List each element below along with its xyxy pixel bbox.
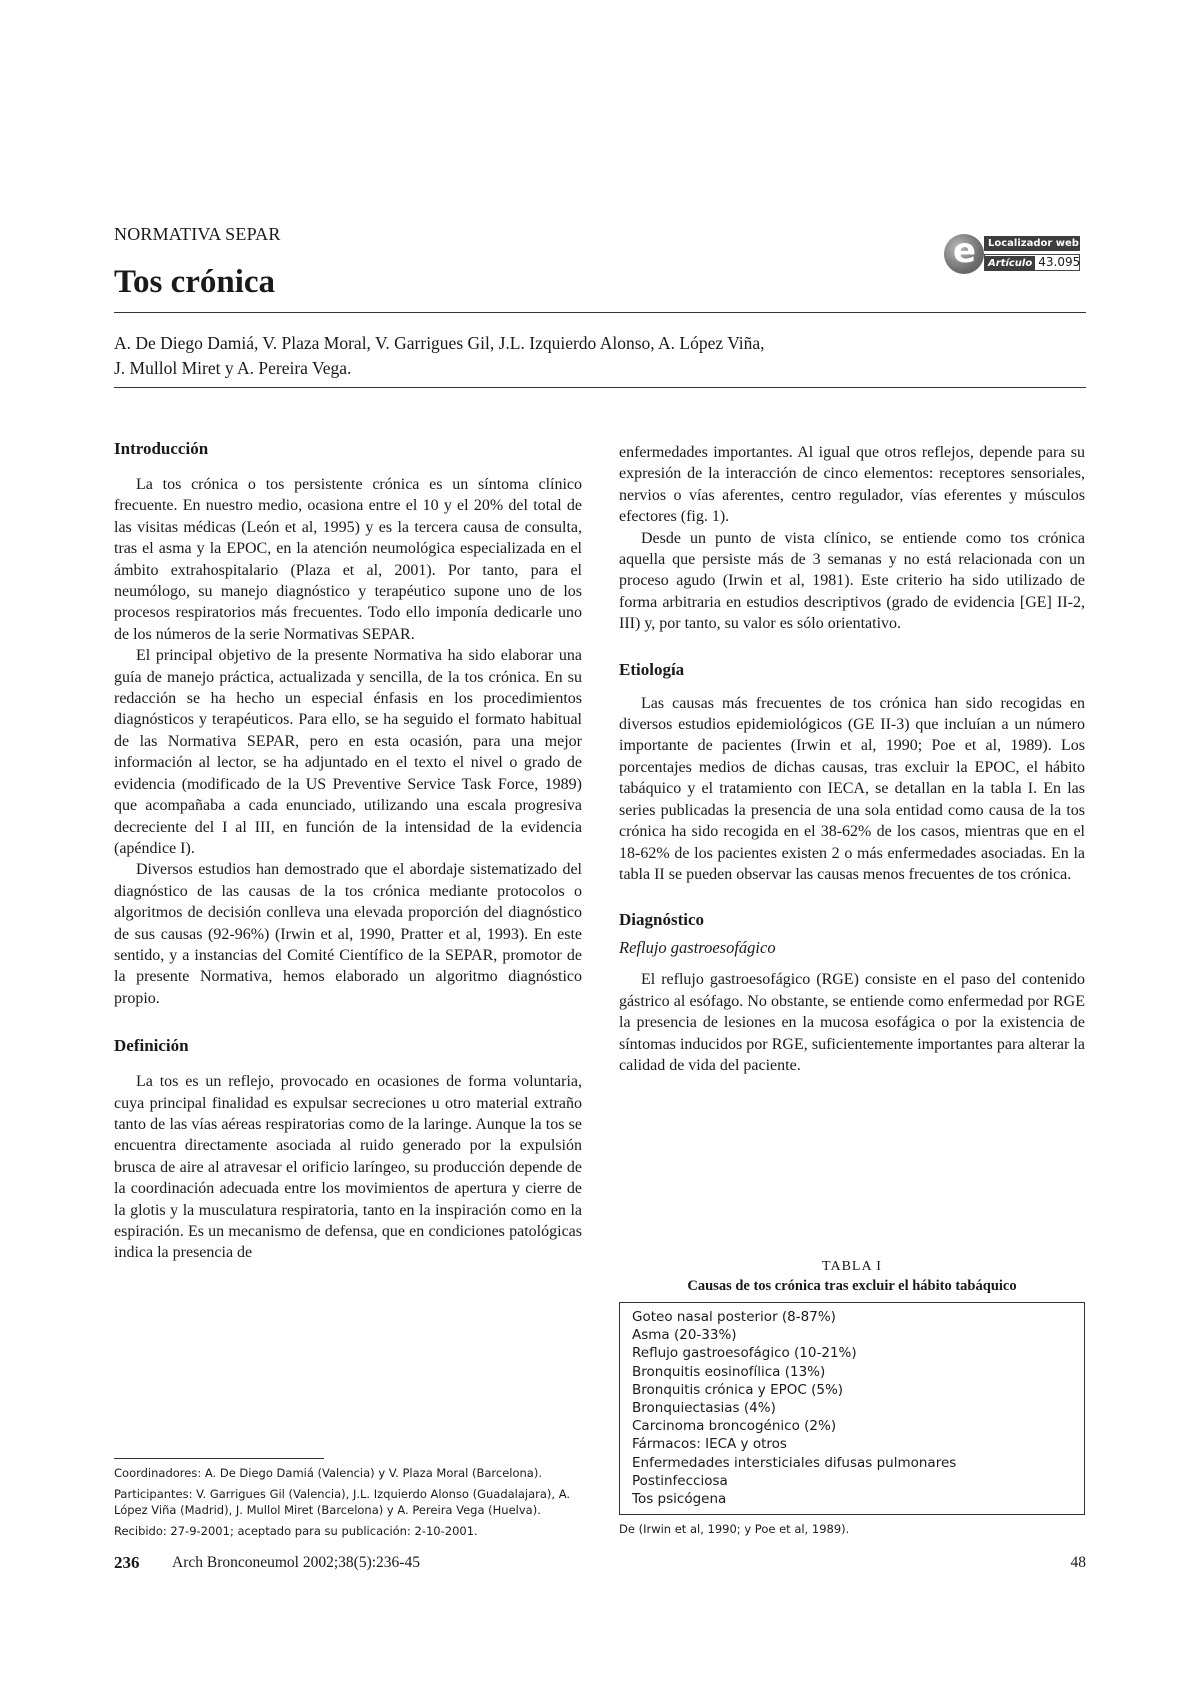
table-row: Fármacos: IECA y otros	[632, 1436, 787, 1453]
table-body	[619, 1302, 1085, 1515]
table-row: Bronquiectasias (4%)	[632, 1400, 776, 1417]
table-row: Reflujo gastroesofágico (10-21%)	[632, 1345, 857, 1362]
article-title: Tos crónica	[114, 264, 276, 300]
paragraph: La tos crónica o tos persistente crónica es un síntoma clínico frecuente. En nuestro medio, ocasiona entre el 10 y el 20% del total de las visitas médicas (León et al, 1995) y es la tercera causa de consulta, tras el asma y la EPOC, en la atención neumológica especializada en el ámbito extrahospitalario (Plaza et al, 2001). Por tanto, para el neumólogo, su manejo diagnóstico y terapéutico supone uno de los procesos respiratorios más frecuentes. Todo ello imponía dedicarle uno de los números de la serie Normativas SEPAR.	[114, 476, 582, 643]
paragraph: Diversos estudios han demostrado que el abordaje sistematizado del diagnóstico de las causas de la tos crónica mediante protocolos o algoritmos de decisión conlleva una elevada proporción del diagnóstico de sus causas (92-96%) (Irwin et al, 1990, Pratter et al, 1993). En este sentido, y a instancias del Comité Científico de la SEPAR, promotor de la presente Normativa, hemos elaborado un algoritmo diagnóstico propio.	[114, 861, 582, 1007]
section-heading-definicion: Definición	[114, 1036, 189, 1056]
table-number: TABLA I	[822, 1259, 882, 1274]
section-label: NORMATIVA SEPAR	[114, 224, 281, 244]
article-number: 43.095	[1038, 255, 1081, 269]
authors	[114, 331, 1086, 381]
table-source: De (Irwin et al, 1990; y Poe et al, 1989).	[619, 1522, 850, 1537]
journal-citation: Arch Bronconeumol 2002;38(5):236-45	[172, 1554, 420, 1571]
table-row: Tos psicógena	[632, 1491, 727, 1508]
table-1	[619, 1258, 1085, 1536]
table-row: Goteo nasal posterior (8-87%)	[632, 1309, 836, 1325]
right-column	[619, 442, 1085, 1076]
authors-line-1: A. De Diego Damiá, V. Plaza Moral, V. Garrigues Gil, J.L. Izquierdo Alonso, A. López Viña,	[114, 333, 765, 353]
section-heading-diagnostico: Diagnóstico	[619, 910, 704, 930]
article-label: Artículo	[985, 256, 1035, 271]
table-row: Bronquitis crónica y EPOC (5%)	[632, 1381, 844, 1398]
left-column	[114, 438, 582, 1264]
table-caption: Causas de tos crónica tras excluir el hábito tabáquico	[687, 1278, 1017, 1294]
table-row: Bronquitis eosinofílica (13%)	[632, 1363, 826, 1380]
subsection-heading: Reflujo gastroesofágico	[619, 938, 776, 958]
page-number: 236	[114, 1553, 140, 1572]
section-heading-introduccion: Introducción	[114, 439, 209, 458]
footnote-participants: Participantes: V. Garrigues Gil (Valencia), J.L. Izquierdo Alonso (Guadalajara), A. López Viña (Madrid), J. Mullol Miret (Barcelona) y A. Pereira Vega (Huelva).	[114, 1487, 571, 1517]
web-locator-badge[interactable]	[944, 232, 1084, 276]
table-row: Enfermedades intersticiales difusas pulmonares	[632, 1454, 957, 1471]
paragraph: Desde un punto de vista clínico, se entiende como tos crónica aquella que persiste más de 3 semanas y no está relacionada con un proceso agudo (Irwin et al, 1981). Este criterio ha sido utilizado de forma arbitraria en estudios descriptivos (grado de evidencia [GE] II-2, III) y, por tanto, su valor es sólo orientativo.	[619, 529, 1085, 633]
paragraph: La tos es un reflejo, provocado en ocasiones de forma voluntaria, cuya principal finalidad es expulsar secreciones u otro material extraño tanto de las vías aéreas respiratorias como de la laringe. Aunque la tos se encuentra directamente asociada al ruido generado por la expulsión brusca de aire al atravesar el orificio laríngeo, su producción depende de la coordinación adecuada entre los movimientos de apertura y cierre de la glotis y la musculatura respiratoria, tanto en la inspiración como en la espiración. Es un mecanismo de defensa, que en condiciones patológicas indica la presencia de	[114, 1073, 582, 1262]
paragraph: Las causas más frecuentes de tos crónica han sido recogidas en diversos estudios epidemiológicos (GE II-3) que incluían a un número importante de pacientes (Irwin et al, 1990; Poe et al, 1989). Los porcentajes medios de dichas causas, tras excluir la EPOC, el hábito tabáquico y el tratamiento con IECA, se detallan en la tabla I. En las series publicadas la presencia de una sola entidad como causa de la tos crónica ha sido recogida en el 38-62% de los casos, mientras que en el 18-62% de los pacientes existen 2 o más enfermedades asociadas. En la tabla II se pueden observar las causas menos frecuentes de tos crónica.	[619, 694, 1085, 883]
footnote-received: Recibido: 27-9-2001; aceptado para su publicación: 2-10-2001.	[114, 1524, 478, 1538]
paragraph: enfermedades importantes. Al igual que otros reflejos, depende para su expresión de la interacción de cinco elementos: receptores sensoriales, nervios o vías aferentes, centro regulador, vías eferentes y músculos efectores (fig. 1).	[619, 444, 1085, 526]
section-heading-etiologia: Etiología	[619, 659, 685, 679]
header-rule	[114, 312, 1086, 313]
web-locator-label: Localizador web	[984, 236, 1080, 251]
paragraph: El principal objetivo de la presente Normativa ha sido elaborar una guía de manejo práctica, actualizada y sencilla, de la tos crónica. En su redacción se ha hecho un especial énfasis en los procedimientos diagnósticos y terapéuticos. Para ello, se ha seguido el formato habitual de las Normativa SEPAR, pero en esta ocasión, para una mejor información al lector, se ha adjuntado en el texto el nivel o grado de evidencia (modificado de la US Preventive Service Task Force, 1989) que acompañaba a cada enunciado, utilizando una escala progresiva decreciente del I al III, en función de la intensidad de la evidencia (apéndice I).	[114, 647, 582, 857]
e-logo-icon: e	[944, 234, 984, 274]
paragraph: El reflujo gastroesofágico (RGE) consiste en el paso del contenido gástrico al esófago. No obstante, se entiende como enfermedad por RGE la presencia de lesiones en la mucosa esofágica o por la existencia de síntomas inducidos por RGE, suficientemente importantes para alterar la calidad de vida del paciente.	[619, 971, 1085, 1074]
authors-rule	[114, 387, 1086, 388]
authors-line-2: J. Mullol Miret y A. Pereira Vega.	[114, 358, 352, 378]
footnote-coordinators: Coordinadores: A. De Diego Damiá (Valencia) y V. Plaza Moral (Barcelona).	[114, 1466, 542, 1480]
article-locator	[984, 254, 1080, 271]
table-row: Postinfecciosa	[632, 1472, 728, 1489]
table-row: Asma (20-33%)	[632, 1327, 737, 1344]
sheet-number: 48	[1070, 1554, 1086, 1571]
footnote-rule	[114, 1458, 324, 1459]
table-row: Carcinoma broncogénico (2%)	[632, 1418, 837, 1435]
footnotes	[114, 1458, 582, 1544]
